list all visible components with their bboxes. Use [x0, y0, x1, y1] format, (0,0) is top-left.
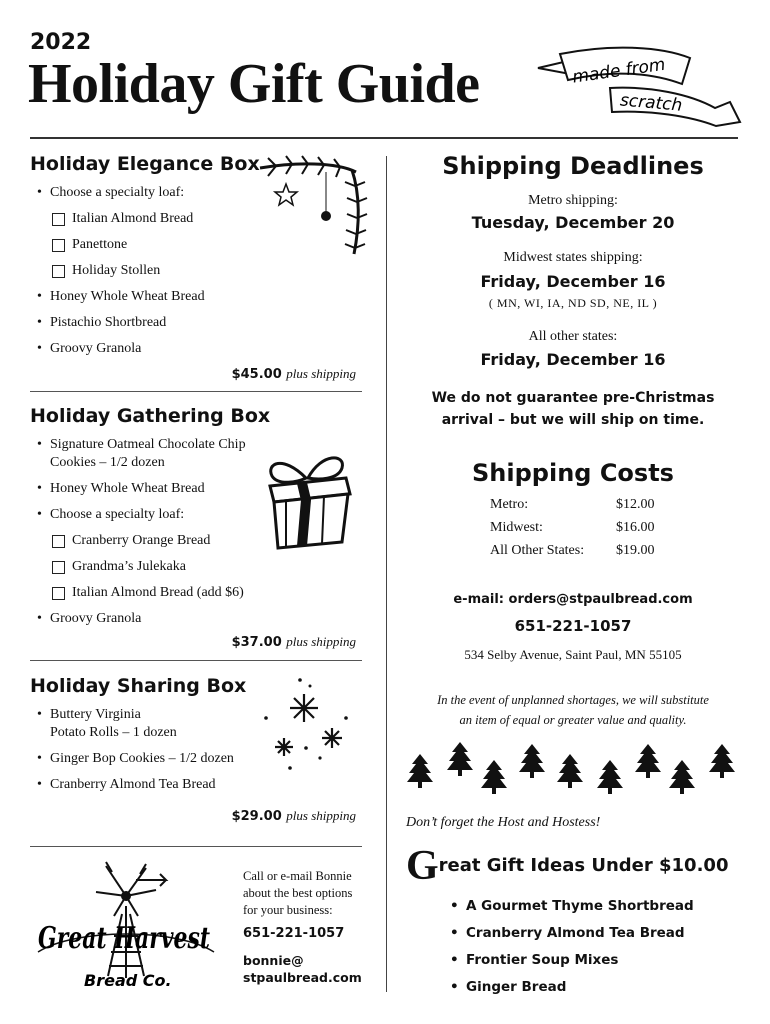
- checkbox-item[interactable]: Holiday Stollen: [30, 262, 360, 288]
- logo-subtitle: Bread Co.: [84, 971, 172, 990]
- sharing-box-title: Holiday Sharing Box: [30, 675, 247, 697]
- other-label: All other states:: [528, 329, 618, 344]
- logo-name: Great Harvest: [38, 921, 211, 956]
- list-item: • A Gourmet Thyme Shortbread: [450, 898, 694, 925]
- orders-email[interactable]: e-mail: orders@stpaulbread.com: [453, 592, 693, 607]
- header-rule: [30, 137, 738, 139]
- contact-text: about the best options: [243, 886, 353, 900]
- contact-left: [243, 868, 352, 919]
- checkbox-item[interactable]: Grandma’s Julekaka: [30, 558, 360, 584]
- midwest-date: Friday, December 16: [480, 272, 666, 291]
- shipping-costs-table: [490, 497, 690, 566]
- drop-cap: G: [406, 843, 439, 889]
- shipping-deadlines-title: Shipping Deadlines: [442, 152, 704, 180]
- midwest-label: Midwest states shipping:: [503, 250, 643, 265]
- divider: [30, 660, 362, 661]
- price-value: $45.00: [231, 367, 282, 382]
- address: 534 Selby Avenue, Saint Paul, MN 55105: [464, 647, 682, 662]
- banner-line2: scratch: [619, 90, 684, 116]
- price-value: $37.00: [231, 635, 282, 650]
- metro-label: Metro shipping:: [528, 193, 618, 208]
- great-harvest-logo: [36, 856, 216, 994]
- gift-ideas-title: [406, 842, 728, 892]
- price-note: plus shipping: [286, 366, 356, 381]
- list-item: • Choose a specialty loaf:: [30, 184, 360, 210]
- metro-date: Tuesday, December 20: [471, 213, 675, 232]
- contact-text: for your business:: [243, 903, 333, 917]
- list-item: • Ginger Bread: [450, 979, 694, 1006]
- guarantee-note: We do not guarantee pre-Christmas arrival – but we will ship on time.: [431, 390, 715, 428]
- gathering-box-title: Holiday Gathering Box: [30, 405, 271, 427]
- elegance-price: [30, 366, 356, 382]
- divider: [30, 846, 362, 847]
- banner-line1: made from: [571, 54, 667, 88]
- midwest-states: ( MN, WI, IA, ND SD, NE, IL ): [488, 296, 658, 310]
- list-item: • Groovy Granola: [30, 340, 360, 366]
- list-item: • Honey Whole Wheat Bread: [30, 480, 360, 506]
- shipping-costs-title: Shipping Costs: [472, 459, 674, 487]
- list-item: • Cranberry Almond Tea Bread: [30, 776, 360, 802]
- gift-ideas-list: [450, 898, 694, 1006]
- list-item: • Pistachio Shortbread: [30, 314, 360, 340]
- sharing-list: [30, 706, 360, 802]
- other-date: Friday, December 16: [480, 350, 666, 369]
- page-title: Holiday Gift Guide: [28, 53, 480, 115]
- table-row: All Other States: $19.00: [490, 543, 655, 558]
- list-item: • Groovy Granola: [30, 610, 360, 636]
- list-item: • Cranberry Almond Tea Bread: [450, 925, 694, 952]
- list-item: • Frontier Soup Mixes: [450, 952, 694, 979]
- list-item: • Ginger Bop Cookies – 1/2 dozen: [30, 750, 360, 776]
- elegance-list: [30, 184, 360, 366]
- sharing-price: [30, 808, 356, 824]
- year: 2022: [30, 30, 92, 55]
- contact-phone[interactable]: 651-221-1057: [243, 926, 345, 941]
- table-row: Midwest: $16.00: [490, 520, 655, 535]
- gift-ideas-heading: reat Gift Ideas Under $10.00: [438, 855, 729, 876]
- elegance-box-title: Holiday Elegance Box: [30, 153, 260, 175]
- orders-phone[interactable]: 651-221-1057: [514, 617, 632, 635]
- contact-text: Call or e-mail Bonnie: [243, 869, 352, 883]
- column-divider: [386, 156, 387, 992]
- list-item: • Signature Oatmeal Chocolate Chip Cookies – 1/2 dozen: [30, 436, 360, 480]
- price-value: $29.00: [231, 809, 282, 824]
- made-from-scratch-banner: [530, 40, 745, 130]
- substitution-note: In the event of unplanned shortages, we will substitute an item of equal or greater value and quality.: [437, 693, 709, 727]
- divider: [30, 391, 362, 392]
- host-note: Don’t forget the Host and Hostess!: [406, 815, 601, 830]
- checkbox-item[interactable]: Italian Almond Bread (add $6): [30, 584, 360, 610]
- table-row: Metro: $12.00: [490, 497, 655, 512]
- gathering-price: [30, 634, 356, 650]
- price-note: plus shipping: [286, 808, 356, 823]
- gathering-list: [30, 436, 360, 636]
- checkbox-item[interactable]: Cranberry Orange Bread: [30, 532, 360, 558]
- checkbox-item[interactable]: Panettone: [30, 236, 360, 262]
- list-item: • Buttery Virginia Potato Rolls – 1 dozen: [30, 706, 360, 750]
- list-item: • Choose a specialty loaf:: [30, 506, 360, 532]
- price-note: plus shipping: [286, 634, 356, 649]
- trees-decoration: [404, 740, 740, 804]
- checkbox-item[interactable]: Italian Almond Bread: [30, 210, 360, 236]
- contact-email[interactable]: bonnie@ stpaulbread.com: [243, 953, 362, 985]
- list-item: • Honey Whole Wheat Bread: [30, 288, 360, 314]
